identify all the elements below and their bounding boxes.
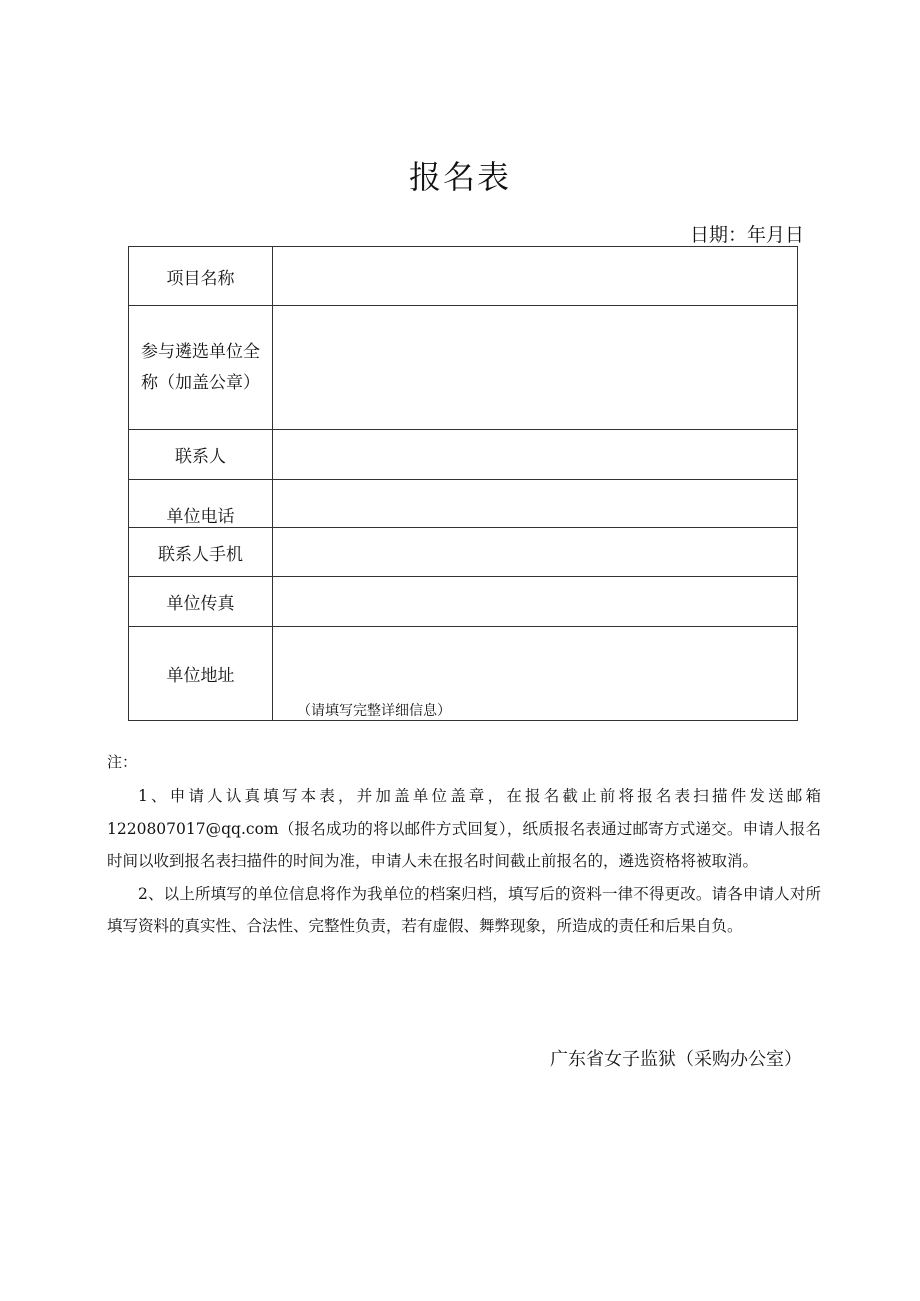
contact-mobile-field[interactable] (273, 528, 798, 577)
label-unit-full-name: 参与遴选单位全称（加盖公章） (129, 306, 273, 430)
registration-form-table (128, 246, 798, 721)
issuer-signature: 广东省女子监狱（采购办公室） (550, 1049, 802, 1070)
table-row (129, 430, 798, 480)
label-project-name: 项目名称 (129, 247, 273, 306)
table-row (129, 577, 798, 627)
form-title: 报名表 (408, 158, 511, 196)
address-hint: （请填写完整详细信息） (297, 703, 451, 719)
notes-heading: 注： (107, 753, 138, 771)
table-row (129, 247, 798, 306)
label-contact-person: 联系人 (129, 430, 273, 480)
label-unit-fax: 单位传真 (129, 577, 273, 627)
unit-address-field[interactable] (273, 627, 798, 721)
unit-phone-field[interactable] (273, 480, 798, 528)
table-row (129, 627, 798, 721)
unit-full-name-field[interactable] (273, 306, 798, 430)
label-unit-phone: 单位电话 (129, 480, 273, 528)
table-row (129, 480, 798, 528)
contact-person-field[interactable] (273, 430, 798, 480)
table-row (129, 528, 798, 577)
note-item-2: 2、以上所填写的单位信息将作为我单位的档案归档，填写后的资料一律不得更改。请各申请人对所填写资料的真实性、合法性、完整性负责，若有虚假、舞弊现象，所造成的责任和后果自负。 (107, 884, 821, 935)
notes-body (107, 780, 821, 943)
date-label: 日期：年月日 (689, 224, 804, 246)
table-row (129, 306, 798, 430)
unit-fax-field[interactable] (273, 577, 798, 627)
label-unit-address: 单位地址 (129, 627, 273, 721)
label-contact-mobile: 联系人手机 (129, 528, 273, 577)
project-name-field[interactable] (273, 247, 798, 306)
note-item-1: 1、申请人认真填写本表，并加盖单位盖章，在报名截止前将报名表扫描件发送邮箱1220807017@qq.com（报名成功的将以邮件方式回复），纸质报名表通过邮寄方式递交。申请人报名时间以收到报名表扫描件的时间为准，申请人未在报名时间截止前报名的，遴选资格将被取消。 (107, 787, 821, 870)
